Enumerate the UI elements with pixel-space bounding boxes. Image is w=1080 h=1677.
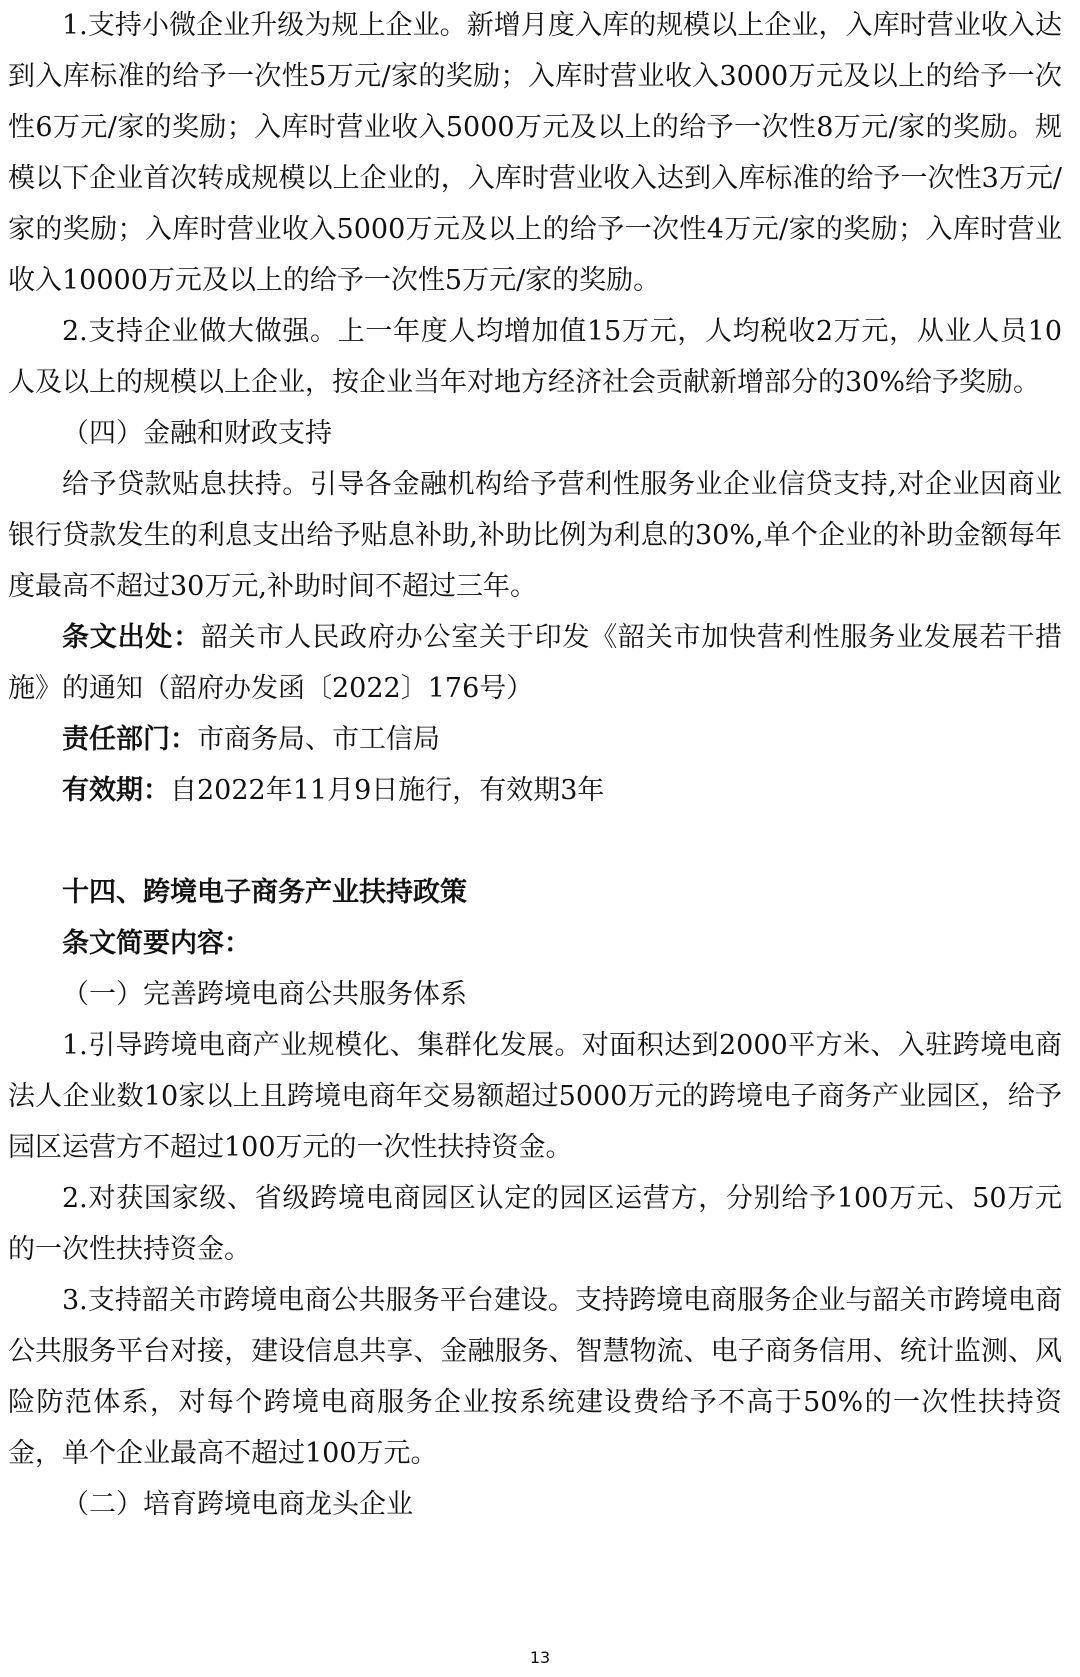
department-text: 市商务局、市工信局 bbox=[197, 724, 440, 755]
validity-label: 有效期： bbox=[62, 775, 170, 806]
heading-public-service: （一）完善跨境电商公共服务体系 bbox=[62, 979, 467, 1010]
paragraph-service-platform: 3.支持韶关市跨境电商公共服务平台建设。支持跨境电商服务企业与韶关市跨境电商公共服务平台对接，建设信息共享、金融服务、智慧物流、电子商务信用、统计监测、风险防范体系，对每个跨境电商服务企业按系统建设费给予不高于50%的一次性扶持资金，单个企业最高不超过100万元。 bbox=[8, 1285, 1062, 1469]
section-title: 十四、跨境电子商务产业扶持政策 bbox=[62, 877, 467, 908]
validity-line bbox=[8, 765, 1062, 816]
department-line bbox=[8, 714, 1062, 765]
source-label: 条文出处： bbox=[62, 622, 201, 653]
paragraph-grow-enterprises: 2.支持企业做大做强。上一年度人均增加值15万元，人均税收2万元，从业人员10人及以上的规模以上企业，按企业当年对地方经济社会贡献新增部分的30%给予奖励。 bbox=[8, 316, 1062, 398]
summary-label: 条文简要内容： bbox=[62, 928, 251, 959]
source-line bbox=[8, 612, 1062, 714]
paragraph-park-certification: 2.对获国家级、省级跨境电商园区认定的园区运营方，分别给予100万元、50万元的一次性扶持资金。 bbox=[8, 1183, 1062, 1265]
paragraph-upgrade-small-enterprises: 1.支持小微企业升级为规上企业。新增月度入库的规模以上企业，入库时营业收入达到入库标准的给予一次性5万元/家的奖励；入库时营业收入3000万元及以上的给予一次性6万元/家的奖励；入库时营业收入5000万元及以上的给予一次性8万元/家的奖励。规模以下企业首次转成规模以上企业的，入库时营业收入达到入库标准的给予一次性3万元/家的奖励；入库时营业收入5000万元及以上的给予一次性4万元/家的奖励；入库时营业收入10000万元及以上的给予一次性5万元/家的奖励。 bbox=[8, 10, 1062, 296]
heading-finance-support: （四）金融和财政支持 bbox=[62, 418, 332, 449]
heading-leading-enterprises: （二）培育跨境电商龙头企业 bbox=[62, 1489, 413, 1520]
source-text: 韶关市人民政府办公室关于印发《韶关市加快营利性服务业发展若干措施》的通知（韶府办发函〔2022〕176号） bbox=[8, 622, 1062, 704]
paragraph-loan-subsidy: 给予贷款贴息扶持。引导各金融机构给予营利性服务业企业信贷支持,对企业因商业银行贷款发生的利息支出给予贴息补助,补助比例为利息的30%,单个企业的补助金额每年度最高不超过30万元,补助时间不超过三年。 bbox=[8, 469, 1062, 602]
page-number: 13 bbox=[529, 1648, 551, 1667]
paragraph-industrial-park: 1.引导跨境电商产业规模化、集群化发展。对面积达到2000平方米、入驻跨境电商法人企业数10家以上且跨境电商年交易额超过5000万元的跨境电子商务产业园区，给予园区运营方不超过100万元的一次性扶持资金。 bbox=[8, 1030, 1062, 1163]
validity-text: 自2022年11月9日施行，有效期3年 bbox=[170, 775, 605, 806]
department-label: 责任部门： bbox=[62, 724, 197, 755]
section-spacer bbox=[8, 816, 1062, 867]
document-body bbox=[8, 0, 1062, 1530]
